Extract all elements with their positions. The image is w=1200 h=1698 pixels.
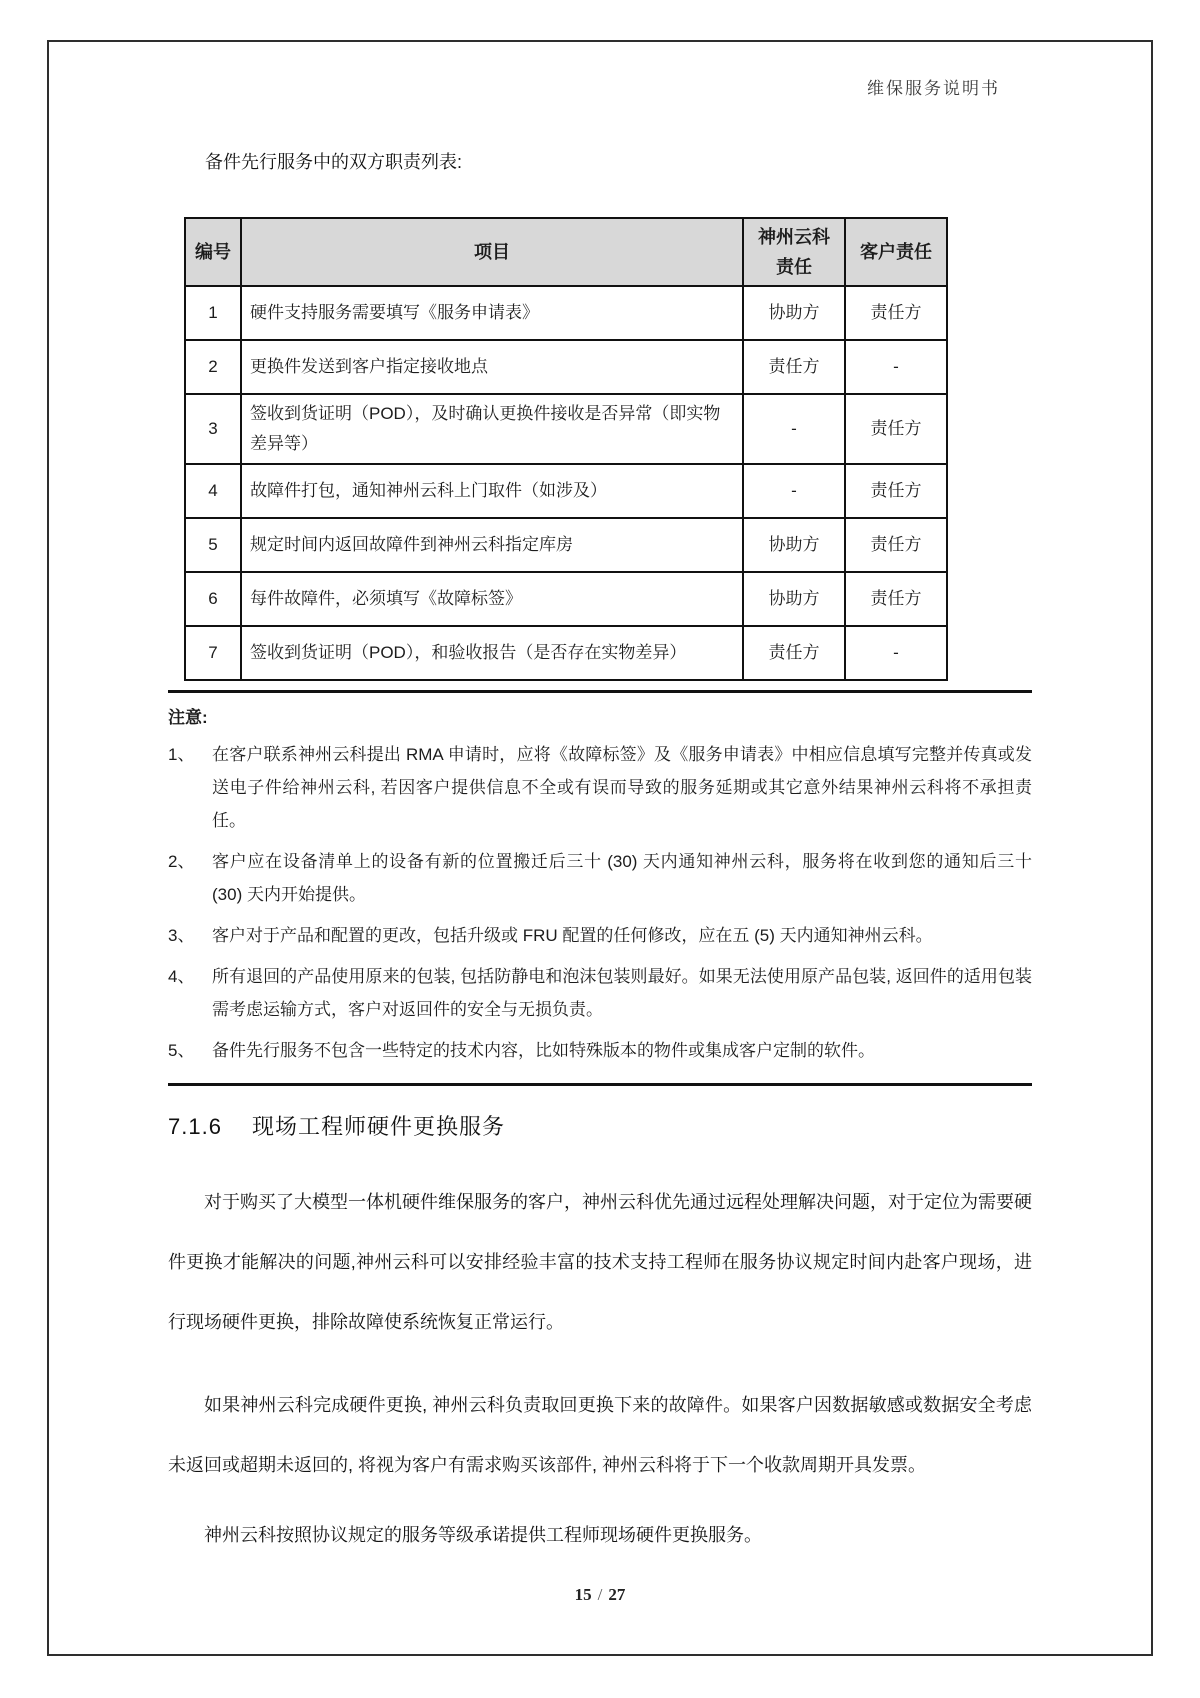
col-header-item: 项目	[241, 218, 743, 286]
row-number: 1	[185, 286, 241, 340]
row-customer: -	[845, 626, 947, 680]
row-customer: 责任方	[845, 464, 947, 518]
body-paragraph: 对于购买了大模型一体机硬件维保服务的客户，神州云科优先通过远程处理解决问题，对于定位为需要硬件更换才能解决的问题,神州云科可以安排经验丰富的技术支持工程师在服务协议规定时间内赴客户现场，进行现场硬件更换，排除故障使系统恢复正常运行。	[168, 1192, 1032, 1332]
row-vendor: -	[743, 394, 845, 464]
section-divider-rule	[168, 1083, 1032, 1086]
row-vendor: 协助方	[743, 286, 845, 340]
responsibility-table	[184, 217, 948, 681]
notes-label: 注意:	[168, 708, 208, 727]
page-number: 15	[574, 1585, 592, 1604]
note-text: 客户应在设备清单上的设备有新的位置搬迁后三十 (30) 天内通知神州云科，服务将在收到您的通知后三十 (30) 天内开始提供。	[212, 852, 1032, 904]
note-item	[168, 960, 1032, 1026]
row-number: 7	[185, 626, 241, 680]
running-header: 维保服务说明书	[867, 79, 1000, 98]
note-item	[168, 919, 1032, 952]
table-row	[185, 286, 947, 340]
table-row	[185, 394, 947, 464]
row-vendor: 协助方	[743, 572, 845, 626]
table-header-row	[185, 218, 947, 286]
page-total: 27	[608, 1585, 626, 1604]
table-row	[185, 626, 947, 680]
row-number: 4	[185, 464, 241, 518]
note-number: 5、	[168, 1041, 195, 1060]
row-customer: 责任方	[845, 572, 947, 626]
row-item: 硬件支持服务需要填写《服务申请表》	[241, 286, 743, 340]
col-header-vendor-responsibility: 神州云科 责任	[743, 218, 845, 286]
note-number: 2、	[168, 852, 195, 871]
page-content	[168, 150, 1032, 1565]
table-row	[185, 464, 947, 518]
note-number: 3、	[168, 926, 195, 945]
note-text: 在客户联系神州云科提出 RMA 申请时，应将《故障标签》及《服务申请表》中相应信息填写完整并传真或发送电子件给神州云科, 若因客户提供信息不全或有误而导致的服务延期或其它意外结果神州云科将不承担责任。	[212, 745, 1032, 830]
row-item: 规定时间内返回故障件到神州云科指定库房	[241, 518, 743, 572]
row-item: 签收到货证明（POD），和验收报告（是否存在实物差异）	[241, 626, 743, 680]
section-divider-rule	[168, 690, 1032, 693]
row-vendor: 责任方	[743, 340, 845, 394]
table-intro-text: 备件先行服务中的双方职责列表:	[205, 152, 462, 172]
note-item	[168, 1034, 1032, 1067]
row-customer: 责任方	[845, 394, 947, 464]
body-paragraph: 神州云科按照协议规定的服务等级承诺提供工程师现场硬件更换服务。	[204, 1525, 762, 1545]
section-number: 7.1.6	[168, 1114, 222, 1139]
row-customer: 责任方	[845, 518, 947, 572]
row-vendor: 协助方	[743, 518, 845, 572]
row-vendor: -	[743, 464, 845, 518]
table-row	[185, 518, 947, 572]
row-number: 3	[185, 394, 241, 464]
row-number: 5	[185, 518, 241, 572]
body-paragraph: 如果神州云科完成硬件更换, 神州云科负责取回更换下来的故障件。如果客户因数据敏感或数据安全考虑未返回或超期未返回的, 将视为客户有需求购买该部件, 神州云科将于下一个收款周期开具发票。	[168, 1395, 1032, 1475]
row-item: 签收到货证明（POD），及时确认更换件接收是否异常（即实物差异等）	[241, 394, 743, 464]
row-item: 故障件打包，通知神州云科上门取件（如涉及）	[241, 464, 743, 518]
note-number: 4、	[168, 967, 195, 986]
row-number: 6	[185, 572, 241, 626]
section-title: 现场工程师硬件更换服务	[251, 1114, 505, 1139]
section-heading	[168, 1112, 1032, 1142]
page-number-separator: /	[597, 1585, 603, 1604]
note-text: 客户对于产品和配置的更改，包括升级或 FRU 配置的任何修改，应在五 (5) 天内通知神州云科。	[212, 926, 933, 945]
table-row	[185, 340, 947, 394]
note-item	[168, 845, 1032, 911]
note-text: 备件先行服务不包含一些特定的技术内容，比如特殊版本的物件或集成客户定制的软件。	[212, 1041, 875, 1060]
note-item	[168, 738, 1032, 837]
page-footer	[0, 1585, 1200, 1605]
row-item: 每件故障件，必须填写《故障标签》	[241, 572, 743, 626]
row-customer: -	[845, 340, 947, 394]
table-row	[185, 572, 947, 626]
row-vendor: 责任方	[743, 626, 845, 680]
row-number: 2	[185, 340, 241, 394]
col-header-customer-responsibility: 客户责任	[845, 218, 947, 286]
row-item: 更换件发送到客户指定接收地点	[241, 340, 743, 394]
note-text: 所有退回的产品使用原来的包装, 包括防静电和泡沫包装则最好。如果无法使用原产品包装, 返回件的适用包装需考虑运输方式，客户对返回件的安全与无损负责。	[212, 967, 1032, 1019]
note-number: 1、	[168, 745, 195, 764]
row-customer: 责任方	[845, 286, 947, 340]
col-header-number: 编号	[185, 218, 241, 286]
